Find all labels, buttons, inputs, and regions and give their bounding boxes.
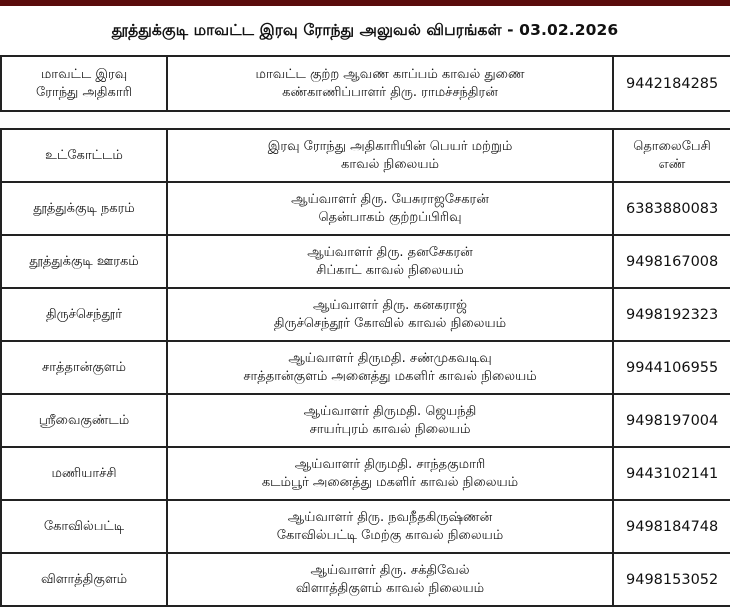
district-officer-label-line1: மாவட்ட இரவு	[40, 66, 128, 82]
district-officer-row	[1, 56, 730, 111]
subdivision-cell: ஸ்ரீவைகுண்டம்	[1, 394, 167, 447]
subdivision-cell: சாத்தான்குளம்	[1, 341, 167, 394]
station-name: சாயர்புரம் காவல் நிலையம்	[309, 421, 471, 437]
phone-cell: 9498167008	[613, 235, 730, 288]
officer-cell	[167, 447, 613, 500]
header-officer-line2: காவல் நிலையம்	[341, 156, 439, 172]
district-officer-table	[0, 55, 730, 112]
header-phone	[613, 129, 730, 182]
officer-name: ஆய்வாளர் திரு. சக்திவேல்	[310, 562, 470, 578]
header-phone-line2: எண்	[658, 156, 686, 172]
phone-cell: 9498153052	[613, 553, 730, 606]
station-name: கடம்பூர் அனைத்து மகளிர் காவல் நிலையம்	[261, 474, 519, 490]
district-officer-label-line2: ரோந்து அதிகாரி	[35, 84, 133, 100]
header-subdivision: உட்கோட்டம்	[1, 129, 167, 182]
subdivision-cell: திருச்செந்தூர்	[1, 288, 167, 341]
top-border	[0, 0, 730, 6]
officer-cell	[167, 394, 613, 447]
officer-cell	[167, 500, 613, 553]
officer-cell	[167, 553, 613, 606]
table-row	[1, 235, 730, 288]
table-row	[1, 447, 730, 500]
header-phone-line1: தொலைபேசி	[633, 138, 711, 154]
station-name: தென்பாகம் குற்றப்பிரிவு	[318, 209, 462, 225]
officer-name: ஆய்வாளர் திரு. யேசுராஜசேகரன்	[291, 191, 489, 207]
officer-cell	[167, 341, 613, 394]
table-row	[1, 341, 730, 394]
phone-cell: 9944106955	[613, 341, 730, 394]
station-name: விளாத்திகுளம் காவல் நிலையம்	[295, 580, 485, 596]
station-name: திருச்செந்தூர் கோவில் காவல் நிலையம்	[273, 315, 507, 331]
header-officer	[167, 129, 613, 182]
district-officer-name-line1: மாவட்ட குற்ற ஆவண காப்பம் காவல் துணை	[255, 66, 525, 82]
subdivision-cell: விளாத்திகுளம்	[1, 553, 167, 606]
district-officer-phone: 9442184285	[613, 56, 730, 111]
officer-name: ஆய்வாளர் திருமதி. ஜெயந்தி	[303, 403, 477, 419]
table-row	[1, 553, 730, 606]
district-officer-label	[1, 56, 167, 111]
header-officer-line1: இரவு ரோந்து அதிகாரியின் பெயர் மற்றும்	[267, 138, 513, 154]
subdivision-cell: தூத்துக்குடி நகரம்	[1, 182, 167, 235]
phone-cell: 9498192323	[613, 288, 730, 341]
officer-name: ஆய்வாளர் திரு. தனசேகரன்	[307, 244, 473, 260]
subdivision-cell: தூத்துக்குடி ஊரகம்	[1, 235, 167, 288]
subdivision-cell: மணியாச்சி	[1, 447, 167, 500]
station-name: கோவில்பட்டி மேற்கு காவல் நிலையம்	[276, 527, 504, 543]
officer-name: ஆய்வாளர் திருமதி. சண்முகவடிவு	[288, 350, 492, 366]
district-officer-name-line2: கண்காணிப்பாளர் திரு. ராமச்சந்திரன்	[282, 84, 498, 100]
table-row	[1, 500, 730, 553]
phone-cell: 9498184748	[613, 500, 730, 553]
subdivision-cell: கோவில்பட்டி	[1, 500, 167, 553]
district-officer-name	[167, 56, 613, 111]
officer-name: ஆய்வாளர் திருமதி. சாந்தகுமாரி	[294, 456, 486, 472]
page-title: தூத்துக்குடி மாவட்ட இரவு ரோந்து அலுவல் விபரங்கள் - 03.02.2026	[111, 21, 619, 39]
officer-name: ஆய்வாளர் திரு. நவநீதகிருஷ்ணன்	[287, 509, 493, 525]
table-header-row	[1, 129, 730, 182]
table-row	[1, 182, 730, 235]
phone-cell: 9498197004	[613, 394, 730, 447]
station-name: சிப்காட் காவல் நிலையம்	[316, 262, 464, 278]
patrol-table	[0, 128, 730, 607]
officer-name: ஆய்வாளர் திரு. கனகராஜ்	[312, 297, 468, 313]
phone-cell: 6383880083	[613, 182, 730, 235]
table-row	[1, 288, 730, 341]
table-row	[1, 394, 730, 447]
station-name: சாத்தான்குளம் அனைத்து மகளிர் காவல் நிலையம்	[243, 368, 537, 384]
phone-cell: 9443102141	[613, 447, 730, 500]
officer-cell	[167, 235, 613, 288]
officer-cell	[167, 182, 613, 235]
officer-cell	[167, 288, 613, 341]
